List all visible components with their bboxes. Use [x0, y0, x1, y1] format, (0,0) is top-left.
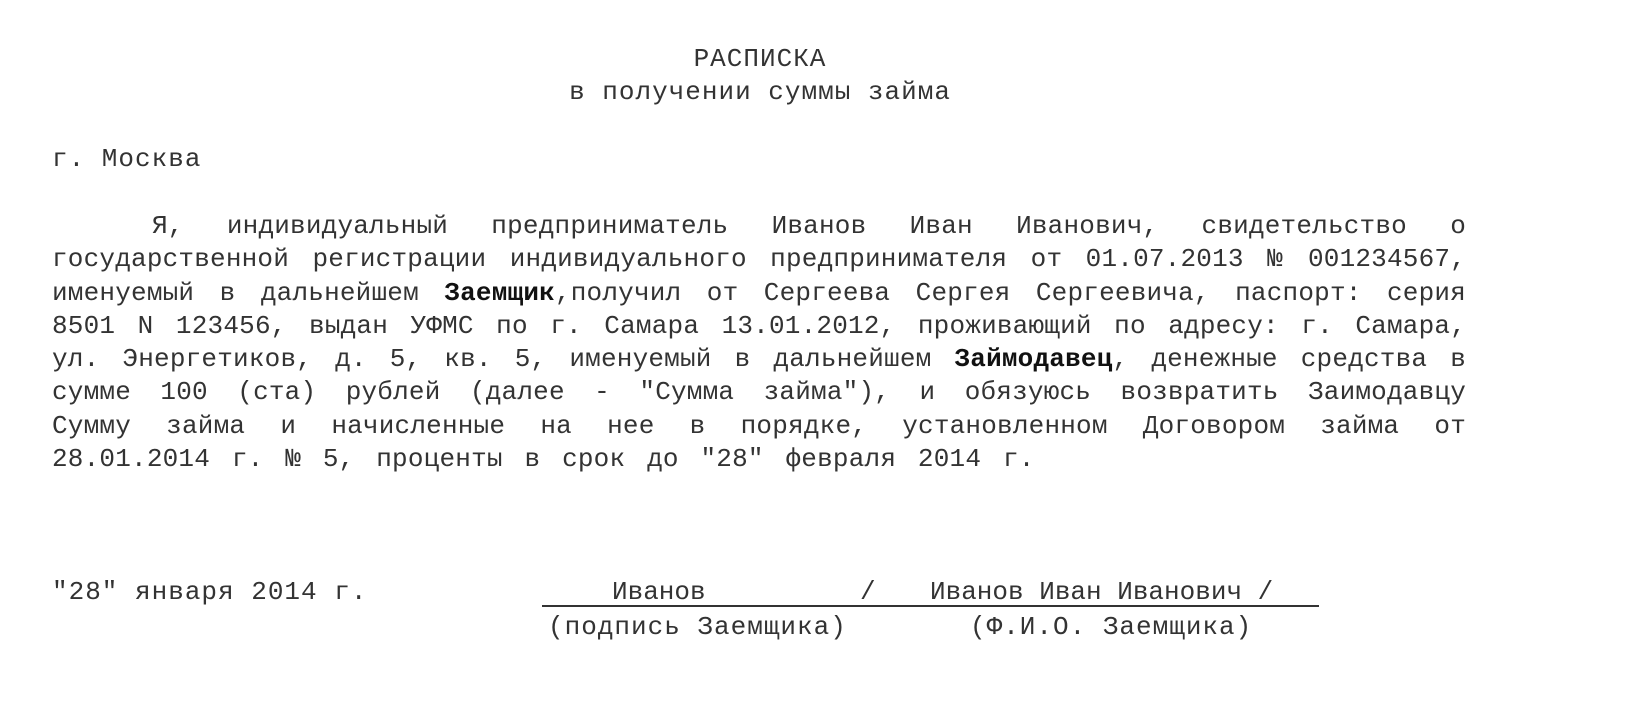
body-text-part-3: , денежные средства в сумме 100 (ста) рублей (далее - "Сумма займа"), и обязуюсь возвратить Заимодавцу Сумму займа и начисленные на нее в порядке, установленном Договором займа от 28.01.2014 г. № 5, проценты в срок до "28" февраля 2014 г.	[52, 344, 1466, 475]
borrower-term: Заемщик	[444, 277, 555, 308]
signature-surname: Иванов	[612, 577, 706, 607]
lender-term: Займодавец	[954, 344, 1113, 375]
document-title: РАСПИСКА	[693, 44, 827, 74]
caption-full-name: (Ф.И.О. Заемщика)	[970, 612, 1253, 642]
receipt-date: "28" января 2014 г.	[52, 577, 368, 607]
signature-full-name: Иванов Иван Иванович /	[930, 577, 1274, 607]
receipt-body	[52, 210, 1466, 476]
city-line: г. Москва	[52, 144, 202, 174]
document-subtitle: в получении суммы займа	[569, 77, 951, 107]
body-text-part-1: Я, индивидуальный предприниматель Иванов Иван Иванович, свидетельство о государственной регистрации индивидуального предпринимателя от 01.07.2013 № 001234567, именуемый в дальнейшем	[52, 211, 1466, 308]
body-text-part-2: ,получил от Сергеева Сергея Сергеевича, паспорт: серия 8501 N 123456, выдан УФМС по г. Самара 13.01.2012, проживающий по адресу: г. Самара, ул. Энергетиков, д. 5, кв. 5, именуемый в дальнейшем	[52, 277, 1466, 375]
signature-separator: /	[860, 577, 876, 607]
caption-signature: (подпись Заемщика)	[548, 612, 847, 642]
